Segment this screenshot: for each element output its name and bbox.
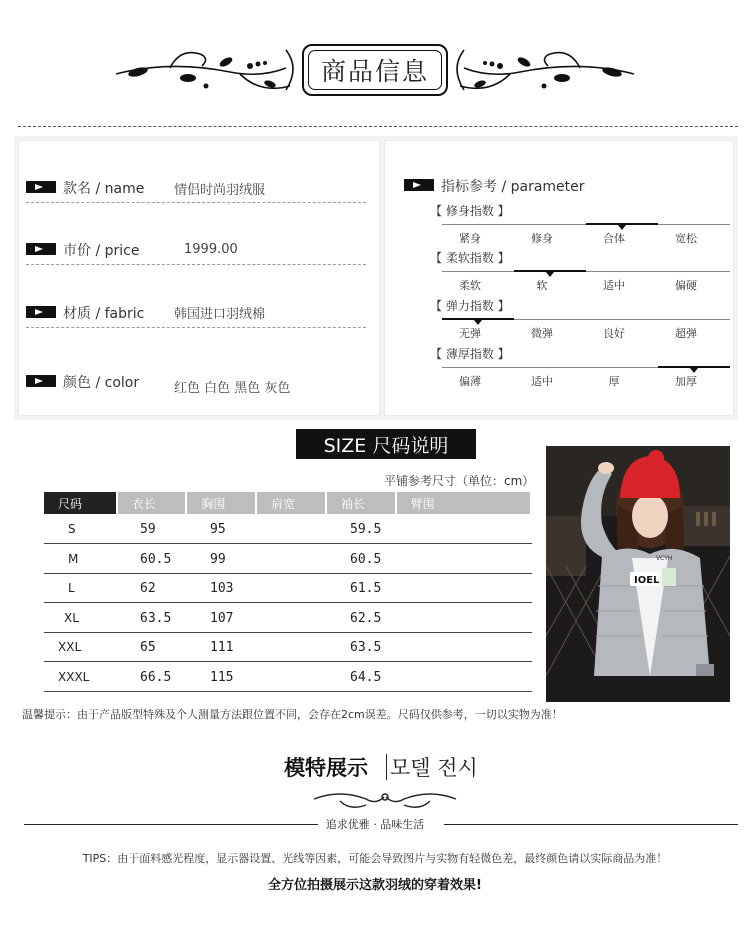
divider [18,126,738,127]
table-row [44,633,532,662]
size-cell: XL [64,610,79,625]
arrow-icon [404,179,434,191]
index-option: 加厚 [675,375,697,388]
fabric-label: 材质 / fabric [63,306,145,322]
index-option: 宽松 [675,232,697,245]
arrow-icon [26,181,56,193]
parameter-heading: 指标参考 / parameter [441,179,585,195]
index-option: 微弹 [531,327,553,340]
index-option: 良好 [603,327,625,340]
table-row [44,663,532,692]
name-label: 款名 / name [63,181,145,197]
measurement-cell: 60.5 [140,551,172,567]
table-row [44,574,532,603]
index-scale [442,271,730,272]
size-warning: 温馨提示：由于产品版型特殊及个人测量方法跟位置不同，会存在2cm误差。尺码仅供参考，一切以实物为准！ [22,708,563,721]
index-option: 修身 [531,232,553,245]
model-section-subtitle: 모델 전시 [390,756,478,780]
tips-emphasis: 全方位拍摄展示这款羽绒的穿着效果! [268,878,482,893]
arrow-icon [26,243,56,255]
measurement-cell: 99 [210,551,226,567]
size-cell: M [68,551,79,566]
divider [26,327,366,328]
color-label: 颜色 / color [63,375,140,391]
index-title: 【 柔软指数 】 [430,251,510,265]
index-title: 【 薄厚指数 】 [430,347,510,361]
measurement-cell: 66.5 [140,669,172,685]
size-chart-title: SIZE 尺码说明 [296,429,476,459]
measurement-cell: 63.5 [350,640,382,655]
slogan: 追求优雅 · 品味生活 [325,818,425,831]
column-header: 胸围 [187,492,255,514]
measurement-cell: 63.5 [140,610,172,626]
table-row [44,604,532,633]
svg-text:IOEL: IOEL [634,575,660,586]
index-option: 合体 [603,232,625,245]
column-header: 尺码 [44,492,116,514]
divider [26,202,366,203]
measurement-cell: 111 [210,640,234,655]
divider [26,264,366,265]
index-title: 【 弹力指数 】 [430,299,510,313]
fabric-value: 韩国进口羽绒棉 [174,307,266,322]
tips-text: TIPS：由于面料感光程度，显示器设置、光线等因素，可能会导致图片与实物有轻微色差，最终颜色请以实际商品为准！ [82,852,668,865]
color-value: 红色 白色 黑色 灰色 [174,381,291,396]
index-option: 紧身 [459,232,481,245]
index-option: 适中 [531,375,553,388]
table-row [44,545,532,574]
column-header: 肩宽 [257,492,325,514]
column-header: 袖长 [327,492,395,514]
model-photo [546,446,730,702]
measurement-cell: 65 [140,640,156,655]
measurement-cell: 60.5 [350,551,382,567]
svg-text:VCYH: VCYH [656,555,673,562]
index-option: 偏硬 [675,279,697,292]
divider [386,754,387,780]
index-option: 超弹 [675,327,697,340]
measurement-cell: 115 [210,669,234,685]
page-title: 商品信息 [302,44,448,96]
price-value: 1999.00 [184,242,238,257]
size-cell: XXXL [58,669,90,684]
size-cell: L [68,581,75,595]
size-cell: XXL [58,640,82,654]
index-title: 【 修身指数 】 [430,204,510,218]
measurement-cell: 62.5 [350,610,382,626]
size-table-header [44,492,532,514]
measurement-cell: 103 [210,581,234,596]
index-option: 适中 [603,279,625,292]
index-option: 软 [536,279,548,292]
flourish-ornament [310,785,460,813]
column-header: 衣长 [118,492,186,514]
name-value: 情侣时尚羽绒服 [174,183,266,198]
table-row [44,515,532,544]
measurement-cell: 64.5 [350,669,382,685]
measurement-cell: 59 [140,522,156,537]
size-unit-note: 平铺参考尺寸（单位：cm） [384,474,535,488]
index-option: 厚 [608,375,620,388]
size-cell: S [68,522,76,536]
arrow-icon [26,306,56,318]
model-section-title: 模特展示 [284,756,368,780]
index-option: 柔软 [459,279,481,292]
measurement-cell: 62 [140,581,156,596]
arrow-icon [26,375,56,387]
index-option: 无弹 [459,327,481,340]
measurement-cell: 61.5 [350,581,382,596]
measurement-cell: 107 [210,610,234,626]
index-option: 偏薄 [459,375,481,388]
measurement-cell: 95 [210,522,226,537]
column-header: 臂围 [397,492,530,514]
measurement-cell: 59.5 [350,522,382,537]
price-label: 市价 / price [63,243,140,259]
